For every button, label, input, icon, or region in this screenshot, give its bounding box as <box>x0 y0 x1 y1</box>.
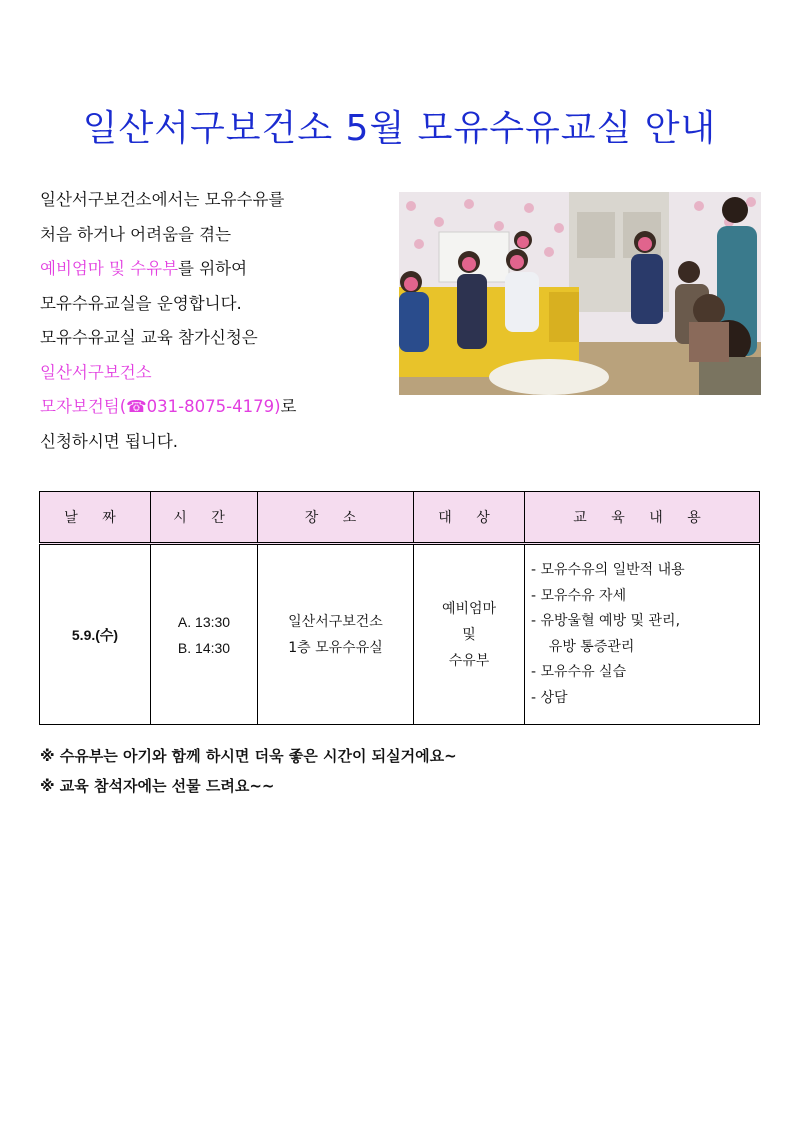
intro-text <box>40 183 390 459</box>
cell-content <box>525 544 760 725</box>
intro-line-3: 예비엄마 및 수유부를 위하여 <box>40 259 248 278</box>
notes <box>40 741 457 801</box>
intro-line-5: 모유수유교실 교육 참가신청은 <box>40 328 258 347</box>
intro-line-7: 모자보건팀(☎031-8075-4179)로 <box>40 397 297 416</box>
intro-line-2: 처음 하거나 어려움을 겪는 <box>40 224 232 244</box>
class-photo <box>399 192 761 395</box>
time-b: B. 14:30 <box>177 639 231 656</box>
time-a: A. 13:30 <box>177 613 231 630</box>
intro-highlight-target: 예비엄마 및 수유부 <box>40 259 179 278</box>
intro-highlight-contact: 모자보건팀(☎031-8075-4179) <box>40 397 281 416</box>
schedule-table <box>39 491 760 725</box>
cell-place <box>258 544 414 725</box>
intro-line-4: 모유수유교실을 운영합니다. <box>40 293 242 313</box>
target-line-1: 예비엄마 <box>441 600 497 617</box>
content-item: - 상담 <box>531 689 568 706</box>
note-1: ※ 수유부는 아기와 함께 하시면 더욱 좋은 시간이 되실거에요~ <box>40 747 457 765</box>
content-item: - 모유수유 실습 <box>531 664 627 680</box>
header-date: 날 짜 <box>40 492 151 544</box>
cell-time <box>151 544 258 725</box>
table-header-row <box>40 492 760 544</box>
cell-target <box>414 544 525 725</box>
header-time: 시 간 <box>151 492 258 544</box>
content-item: - 모유수유 자세 <box>531 587 627 604</box>
target-line-3: 수유부 <box>448 652 490 669</box>
intro-line-8: 신청하시면 됩니다. <box>40 431 179 451</box>
table-row <box>40 544 760 725</box>
content-item: - 모유수유의 일반적 내용 <box>531 562 685 578</box>
cell-date: 5.9.(수) <box>40 544 151 725</box>
header-content: 교 육 내 용 <box>525 492 760 544</box>
intro-highlight-center: 일산서구보건소 <box>40 362 152 382</box>
target-line-2: 및 <box>462 626 476 643</box>
header-place: 장 소 <box>258 492 414 544</box>
content-item: 유방 통증관리 <box>531 638 635 655</box>
header-target: 대 상 <box>414 492 525 544</box>
place-line-1: 일산서구보건소 <box>288 613 383 630</box>
content-item: - 유방울혈 예방 및 관리, <box>531 613 681 629</box>
intro-line-1: 일산서구보건소에서는 모유수유를 <box>40 190 285 209</box>
page-title: 일산서구보건소 5월 모유수유교실 안내 <box>82 108 717 149</box>
note-2: ※ 교육 참석자에는 선물 드려요~~ <box>40 777 275 795</box>
place-line-2: 1층 모유수유실 <box>288 639 383 656</box>
